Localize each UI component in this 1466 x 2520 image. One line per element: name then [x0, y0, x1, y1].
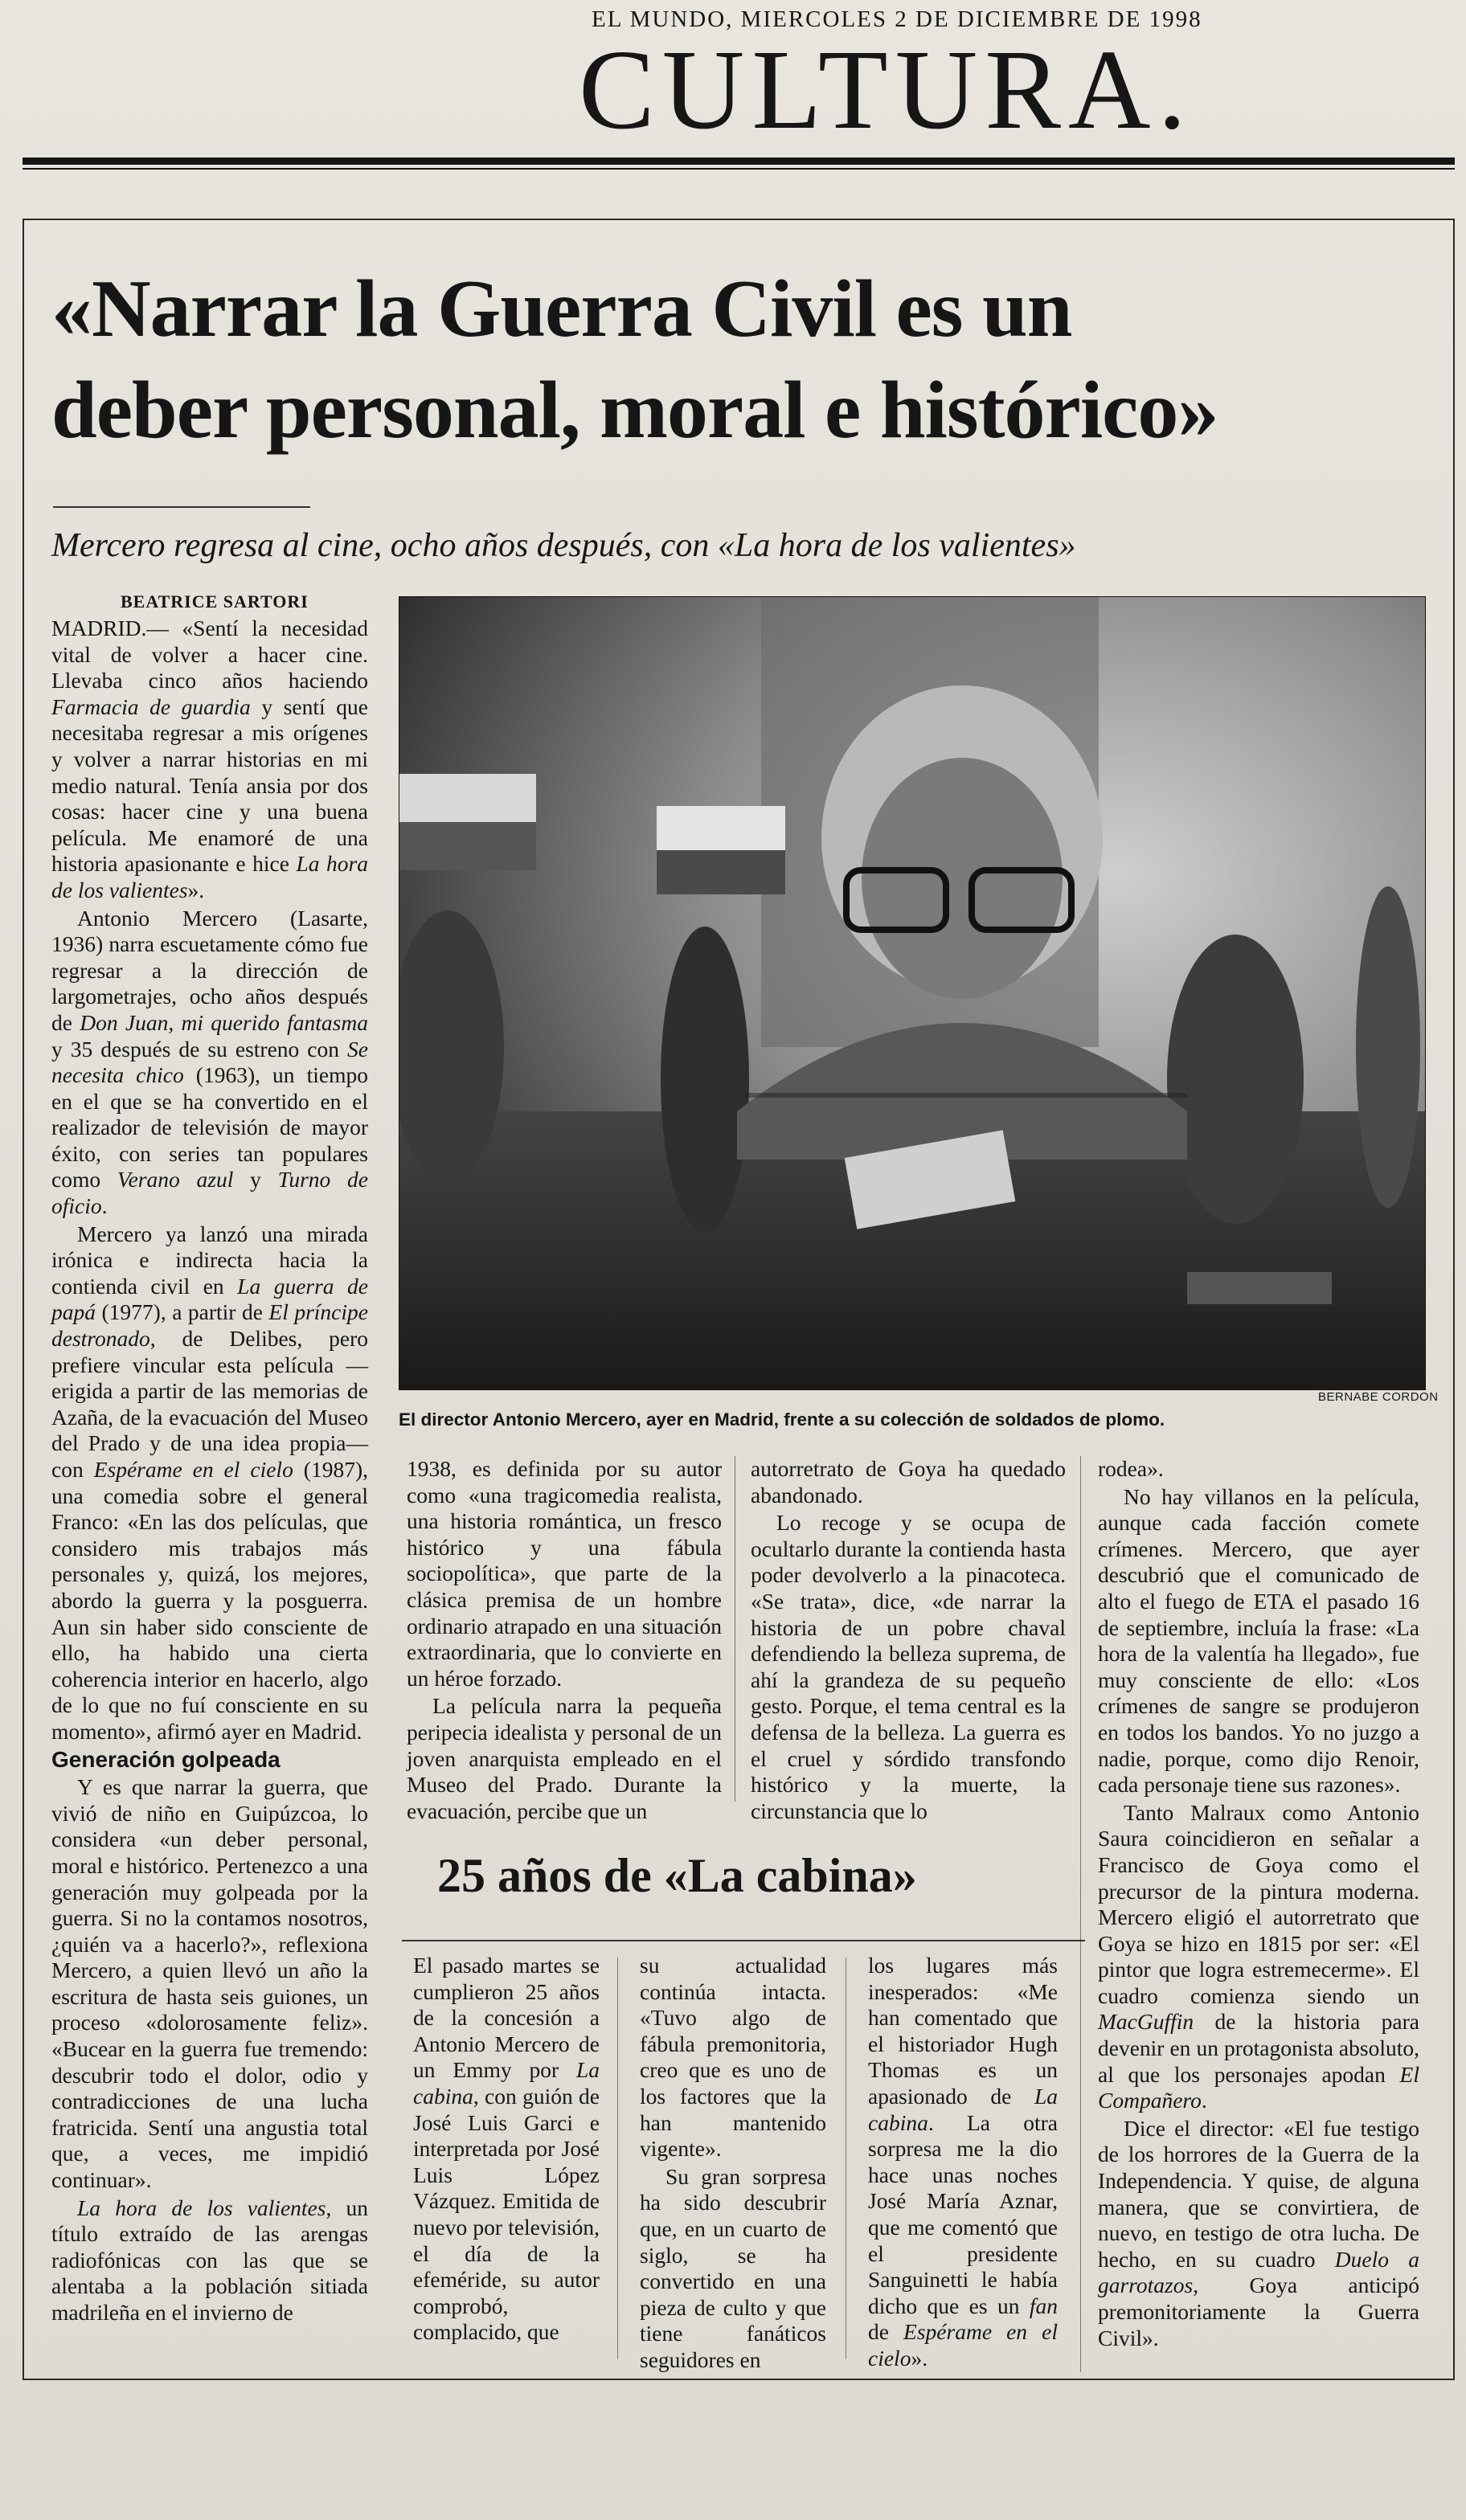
headline-line-1: «Narrar la Guerra Civil es un [51, 264, 1072, 354]
subheading: Generación golpeada [51, 1746, 281, 1772]
photo-caption: El director Antonio Mercero, ayer en Madrid, frente a su colección de soldados de plomo. [399, 1409, 1165, 1430]
paragraph: Y es que narrar la guerra, que vivió de niño en Guipúzcoa, lo considera «un deber personal, moral e histórico. Pertenezco a una generación muy golpeada por la guerra. Si no la contamos nosotros, ¿quién va a hacerlo?», reflexiona Mercero, a quien llevó un año la escritura de hasta seis guiones, un proceso «dolorosamente feliz». «Bucear en la guerra fue tremendo: descubrir todo el dolor, odio y contradicciones de una lucha fratricida. Sentí una angustia total que, a veces, me impidió continuar». [51, 1774, 368, 2193]
paragraph: Tanto Malraux como Antonio Saura coincidieron en señalar a Francisco de Goya como el precursor de la pintura moderna. Mercero eligió el autorretrato que Goya se hizo en 1815 por ser: «El pintor que logra estremecerme». El cuadro comienza siendo un MacGuffin de la historia para devenir en un protagonista absoluto, al que los personajes apodan El Compañero. [1098, 1799, 1419, 2113]
paragraph: rodea». [1098, 1456, 1164, 1481]
article-deck: Mercero regresa al cine, ocho años después, con «La hora de los valientes» [51, 527, 1076, 564]
paragraph: Antonio Mercero (Lasarte, 1936) narra escuetamente cómo fue regresar a la dirección de largometrajes, ocho años después de Don Juan, mi querido fantasma y 35 después de su estreno con Se necesita chico (1963), un tiempo en el que se ha convertido en el realizador de televisión de mayor éxito, con series tan populares como Verano azul y Turno de oficio. [51, 905, 369, 1219]
article-headline [51, 259, 1434, 461]
paragraph: La hora de los valientes, un título extraído de las arengas radiofónicas con las que se alentaba a la población sitiada madrileña en el invierno de [51, 2195, 368, 2325]
paragraph: La película narra la pequeña peripecia idealista y personal de un joven anarquista empleado en el Museo del Prado. Durante la evacuación, percibe que un [407, 1693, 722, 1823]
paragraph: Su gran sorpresa ha sido descubrir que, en un cuarto de siglo, se ha convertido en una pieza de culto y que tiene fanáticos seguidores en [640, 2163, 826, 2372]
sidebar-column-3 [868, 1953, 1058, 2372]
article-photo [399, 596, 1426, 1390]
paragraph: Mercero ya lanzó una mirada irónica e indirecta hacia la contienda civil en La guerra de papá (1977), a partir de El príncipe destronado, de Delibes, pero prefiere vincular esta película —erigida a partir de las memorias de Azaña, de la evacuación del Museo del Prado y de una idea propia— con Espérame en el cielo (1987), una comedia sobre el general Franco: «En las dos películas, que considero mis trabajos más personales y, quizá, los mejores, abordo la guerra y la posguerra. Aun sin haber sido consciente de ello, ha habido una cierta coherencia interior en hacerlo, algo de lo que no fuí consciente en su momento», afirmó ayer en Madrid. [51, 1221, 368, 1744]
paragraph: No hay villanos en la película, aunque cada facción comete crímenes. Mercero, que ayer descubrió que el comunicado de alto el fuego de ETA el pasado 16 de septiembre, incluía la frase: «La hora de la valentía ha llegado», fue muy consciente de ello: «Los crímenes de sangre se produjeron en todos los bandos. Yo no juzgo a nadie, porque, como dijo Renoir, cada personaje tiene sus razones». [1098, 1483, 1419, 1798]
headline-line-2: deber personal, moral e histórico» [51, 365, 1218, 456]
paragraph: MADRID.— «Sentí la necesidad vital de volver a hacer cine. Llevaba cinco años haciendo Farmacia de guardia y sentí que necesitaba regresar a mis orígenes y volver a narrar historias en mi medio natural. Tenía ansia por dos cosas: hacer cine y una buena película. Me enamoré de una historia apasionante e hice La hora de los valientes». [51, 616, 368, 902]
article-column-2 [407, 1456, 722, 1824]
masthead-rule-thin [23, 168, 1455, 170]
sidebar-column-1 [413, 1953, 600, 2346]
paragraph: Dice el director: «El fue testigo de los horrores de la Guerra de la Independencia. Y quise, de alguna manera, que se convirtiera, de nuevo, en testigo de otra lucha. De hecho, en su cuadro Duelo a garrotazos, Goya anticipó premonitoriamente la Guerra Civil». [1098, 2115, 1419, 2350]
byline: BEATRICE SARTORI [121, 591, 309, 612]
photo-credit: BERNABE CORDON [1318, 1390, 1439, 1404]
column-divider [1080, 1456, 1081, 2372]
masthead-rule [23, 158, 1455, 165]
article-column-1 [51, 616, 368, 2326]
section-title: CULTURA. [579, 26, 1194, 153]
paragraph: los lugares más inesperados: «Me han comentado que el historiador Hugh Thomas es un apasionado de La cabina. La otra sorpresa me la dio hace unas noches José María Aznar, que me comentó que el presidente Sanguinetti le había dicho que es un fan de Espérame en el cielo». [868, 1953, 1058, 2371]
paragraph: Lo recoge y se ocupa de ocultarlo durante la contienda hasta poder devolverlo a la pinacoteca. «Se trata», dice, «de narrar la historia de un pobre chaval defendiendo la belleza suprema, de ahí la grandeza de su pequeño gesto. Porque, el tema central es la defensa de la belleza. La guerra es el cruel y sórdido transfondo histórico y la muerte, la circunstancia que lo [751, 1510, 1066, 1823]
article-column-3 [751, 1456, 1066, 1824]
paragraph: autorretrato de Goya ha quedado abandonado. [751, 1456, 1066, 1508]
sidebar-column-2 [640, 1953, 826, 2374]
sidebar-title: 25 años de «La cabina» [437, 1849, 917, 1902]
masthead-date: EL MUNDO, MIERCOLES 2 DE DICIEMBRE DE 1998 [592, 6, 1202, 32]
article-column-4 [1098, 1456, 1419, 2351]
sidebar-rule [402, 1940, 1085, 1941]
paragraph: su actualidad continúa intacta. «Tuvo algo de fábula premonitoria, creo que es uno de los factores que la han mantenido vigente». [640, 1953, 826, 2162]
paragraph: El pasado martes se cumplieron 25 años de la concesión a Antonio Mercero de un Emmy por La cabina, con guión de José Luis Garci e interpretada por José Luis López Vázquez. Emitida de nuevo por televisión, el día de la efeméride, su autor comprobó, complacido, que [413, 1953, 600, 2345]
column-divider [617, 1958, 618, 2359]
headline-rule [53, 506, 310, 508]
photo-illustration [399, 597, 1425, 1389]
paragraph: 1938, es definida por su autor como «una tragicomedia realista, una historia romántica, un fresco histórico y una fábula sociopolítica», que parte de la clásica premisa de un hombre ordinario atrapado en una situación extraordinaria, que lo convierte en un héroe forzado. [407, 1456, 722, 1691]
